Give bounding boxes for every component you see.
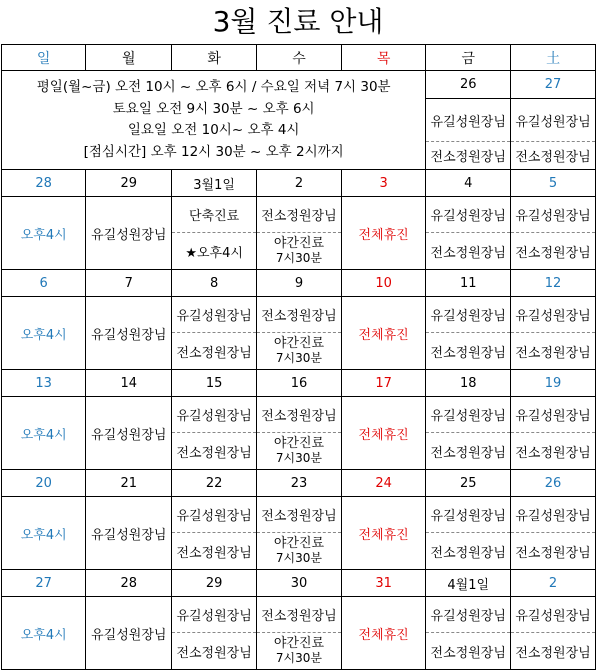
saturday-top: 유길성원장님	[511, 297, 596, 333]
weekday-thu: 목	[341, 45, 425, 71]
week-4-date-row	[2, 470, 596, 497]
sunday-hours: 오후4시	[2, 497, 86, 570]
saturday-bottom: 전소정원장님	[511, 433, 596, 470]
week-2-date-row	[2, 270, 596, 297]
monday-doctor: 유길성원장님	[86, 397, 172, 470]
saturday-top: 유길성원장님	[511, 397, 596, 433]
date-cell: 5	[511, 170, 596, 197]
week-5-date-row	[2, 570, 596, 597]
date-cell: 23	[257, 470, 342, 497]
friday-top: 유길성원장님	[426, 597, 511, 633]
date-cell: 28	[86, 570, 172, 597]
week-2-top-row	[2, 297, 596, 333]
friday-top: 유길성원장님	[426, 197, 511, 233]
thursday-closed: 전체휴진	[341, 397, 425, 470]
date-cell: 15	[172, 370, 257, 397]
doctor-cell: 전소정원장님	[511, 142, 596, 170]
date-cell: 21	[86, 470, 172, 497]
sunday-hours: 오후4시	[2, 297, 86, 370]
tuesday-top: 유길성원장님	[172, 297, 257, 333]
tuesday-bottom: 전소정원장님	[172, 533, 257, 570]
week-3-date-row	[2, 370, 596, 397]
thursday-closed: 전체휴진	[341, 197, 425, 270]
friday-bottom: 전소정원장님	[426, 533, 511, 570]
night-clinic-time: 7시30분	[275, 351, 323, 365]
date-cell: 2	[511, 570, 596, 597]
tuesday-top: 단축진료	[172, 197, 257, 233]
date-cell: 29	[172, 570, 257, 597]
date-cell: 27	[511, 71, 596, 99]
night-clinic-time: 7시30분	[275, 251, 323, 265]
week-4-top-row	[2, 497, 596, 533]
page-title: 3월 진료 안내	[212, 5, 384, 38]
saturday-bottom: 전소정원장님	[511, 233, 596, 270]
tuesday-bottom: ★오후4시	[172, 233, 257, 270]
date-cell: 6	[2, 270, 86, 297]
date-cell: 25	[426, 470, 511, 497]
date-cell: 29	[86, 170, 172, 197]
week-1-top-row	[2, 197, 596, 233]
date-cell: 17	[341, 370, 425, 397]
date-cell: 4	[426, 170, 511, 197]
thursday-closed: 전체휴진	[341, 597, 425, 670]
date-cell: 27	[2, 570, 86, 597]
night-clinic-time: 7시30분	[275, 451, 323, 465]
saturday-bottom: 전소정원장님	[511, 333, 596, 370]
tuesday-bottom: 전소정원장님	[172, 633, 257, 670]
sunday-hours: 오후4시	[2, 197, 86, 270]
date-cell: 4월1일	[426, 570, 511, 597]
tuesday-top: 유길성원장님	[172, 397, 257, 433]
sunday-hours: 오후4시	[2, 397, 86, 470]
friday-bottom: 전소정원장님	[426, 333, 511, 370]
monday-doctor: 유길성원장님	[86, 497, 172, 570]
night-clinic-label: 야간진료	[273, 436, 325, 451]
sunday-hours: 오후4시	[2, 597, 86, 670]
date-cell: 8	[172, 270, 257, 297]
date-cell: 30	[257, 570, 342, 597]
date-cell: 26	[511, 470, 596, 497]
saturday-top: 유길성원장님	[511, 197, 596, 233]
doctor-cell: 전소정원장님	[426, 142, 511, 170]
friday-bottom: 전소정원장님	[426, 433, 511, 470]
date-cell: 9	[257, 270, 342, 297]
week-0-date-row	[2, 71, 596, 99]
hours-info-line: 일요일 오전 10시~ 오후 4시	[127, 122, 300, 138]
night-clinic-label: 야간진료	[273, 536, 325, 551]
date-cell: 2	[257, 170, 342, 197]
date-cell: 3	[341, 170, 425, 197]
tuesday-top: 유길성원장님	[172, 497, 257, 533]
hours-info-line: 평일(월~금) 오전 10시 ~ 오후 6시 / 수요일 저녁 7시 30분	[36, 79, 391, 95]
date-cell: 31	[341, 570, 425, 597]
date-cell: 12	[511, 270, 596, 297]
date-cell: 16	[257, 370, 342, 397]
hours-info-line: 토요일 오전 9시 30분 ~ 오후 6시	[112, 100, 315, 117]
weekday-sun: 일	[2, 45, 86, 71]
wednesday-night-clinic	[257, 433, 342, 470]
weekday-fri: 금	[426, 45, 511, 71]
date-cell: 20	[2, 470, 86, 497]
week-3-top-row	[2, 397, 596, 433]
date-cell: 3월1일	[172, 170, 257, 197]
doctor-cell: 유길성원장님	[511, 99, 596, 142]
weekday-wed: 수	[257, 45, 342, 71]
night-clinic-label: 야간진료	[273, 336, 325, 351]
weekday-sat: 土	[511, 45, 596, 71]
friday-bottom: 전소정원장님	[426, 233, 511, 270]
date-cell: 28	[2, 170, 86, 197]
wednesday-night-clinic	[257, 533, 342, 570]
friday-bottom: 전소정원장님	[426, 633, 511, 670]
weekday-header-row	[2, 45, 596, 71]
date-cell: 26	[426, 71, 511, 99]
wednesday-doctor: 전소정원장님	[257, 597, 342, 633]
night-clinic-time: 7시30분	[275, 551, 323, 565]
week-5-top-row	[2, 597, 596, 633]
wednesday-doctor: 전소정원장님	[257, 497, 342, 533]
monday-doctor: 유길성원장님	[86, 597, 172, 670]
weekday-tue: 화	[172, 45, 257, 71]
saturday-top: 유길성원장님	[511, 597, 596, 633]
weekday-mon: 월	[86, 45, 172, 71]
tuesday-bottom: 전소정원장님	[172, 333, 257, 370]
schedule-table	[1, 44, 596, 670]
wednesday-night-clinic	[257, 233, 342, 270]
doctor-cell: 유길성원장님	[426, 99, 511, 142]
date-cell: 7	[86, 270, 172, 297]
saturday-bottom: 전소정원장님	[511, 533, 596, 570]
date-cell: 11	[426, 270, 511, 297]
tuesday-top: 유길성원장님	[172, 597, 257, 633]
wednesday-doctor: 전소정원장님	[257, 397, 342, 433]
date-cell: 10	[341, 270, 425, 297]
monday-doctor: 유길성원장님	[86, 197, 172, 270]
wednesday-night-clinic	[257, 633, 342, 670]
date-cell: 18	[426, 370, 511, 397]
wednesday-doctor: 전소정원장님	[257, 197, 342, 233]
date-cell: 22	[172, 470, 257, 497]
wednesday-night-clinic	[257, 333, 342, 370]
date-cell: 13	[2, 370, 86, 397]
monday-doctor: 유길성원장님	[86, 297, 172, 370]
night-clinic-time: 7시30분	[275, 651, 323, 665]
friday-top: 유길성원장님	[426, 497, 511, 533]
night-clinic-label: 야간진료	[273, 636, 325, 651]
saturday-bottom: 전소정원장님	[511, 633, 596, 670]
night-clinic-label: 야간진료	[273, 236, 325, 251]
thursday-closed: 전체휴진	[341, 497, 425, 570]
saturday-top: 유길성원장님	[511, 497, 596, 533]
date-cell: 19	[511, 370, 596, 397]
friday-top: 유길성원장님	[426, 397, 511, 433]
friday-top: 유길성원장님	[426, 297, 511, 333]
date-cell: 14	[86, 370, 172, 397]
date-cell: 24	[341, 470, 425, 497]
tuesday-bottom: 전소정원장님	[172, 433, 257, 470]
week-1-date-row	[2, 170, 596, 197]
hours-info-line: [점심시간] 오후 12시 30분 ~ 오후 2시까지	[83, 143, 344, 160]
wednesday-doctor: 전소정원장님	[257, 297, 342, 333]
hours-info	[2, 71, 426, 170]
thursday-closed: 전체휴진	[341, 297, 425, 370]
